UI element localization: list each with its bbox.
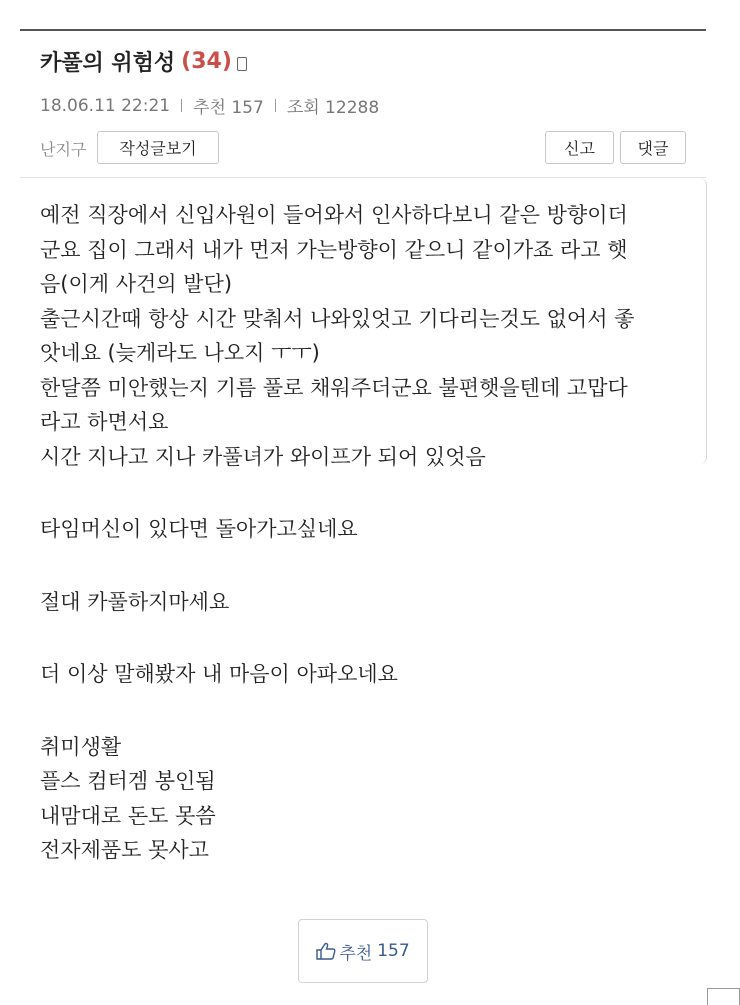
post-title-row xyxy=(40,46,247,77)
post-meta xyxy=(40,93,379,118)
body-line: 플스 컴터겜 봉인됨 xyxy=(40,769,216,793)
like-button[interactable] xyxy=(298,919,428,983)
meta-separator xyxy=(181,99,182,112)
body-line: 더 이상 말해봤자 내 마음이 아파오네요 xyxy=(40,662,398,686)
body-line: 절대 카풀하지마세요 xyxy=(40,589,230,614)
like-label: 추천 xyxy=(339,943,373,964)
corner-element xyxy=(707,988,740,1005)
post-title: 카풀의 위험성 xyxy=(40,51,176,76)
author-name[interactable]: 난지구 xyxy=(40,140,87,159)
header-divider xyxy=(20,177,706,178)
content-scroll-edge xyxy=(700,178,707,464)
report-button[interactable]: 신고 xyxy=(545,131,614,164)
meta-separator xyxy=(275,99,276,112)
body-line: 군요 집이 그래서 내가 먼저 가는방향이 같으니 같이가죠 라고 햇 xyxy=(40,237,628,262)
body-line: 앗네요 (늦게라도 나오지 ㅜㅜ) xyxy=(40,341,320,365)
thumbs-up-icon xyxy=(316,942,336,960)
body-line: 내맘대로 돈도 못씀 xyxy=(40,803,216,828)
view-posts-button[interactable]: 작성글보기 xyxy=(97,131,219,164)
body-line: 취미생활 xyxy=(40,734,122,759)
body-line: 예전 직장에서 신입사원이 들어와서 인사하다보니 같은 방향이더 xyxy=(40,203,628,227)
top-rule xyxy=(20,29,706,31)
post-body xyxy=(40,198,700,868)
body-line: 타임머신이 있다면 돌아가고싶네요 xyxy=(40,517,358,541)
body-line: 시간 지나고 지나 카풀녀가 와이프가 되어 있엇음 xyxy=(40,444,486,469)
body-line: 음(이게 사건의 발단) xyxy=(40,272,233,296)
body-line: 출근시간때 항상 시간 맞춰서 나와있엇고 기다리는것도 없어서 좋 xyxy=(40,306,635,331)
post-date: 18.06.11 22:21 xyxy=(40,95,171,116)
body-line: 전자제품도 못사고 xyxy=(40,838,209,862)
mobile-icon xyxy=(237,57,247,71)
recommend-count: 추천 157 xyxy=(193,98,264,118)
comment-count[interactable]: (34) xyxy=(181,49,232,74)
like-count: 157 xyxy=(377,941,410,961)
body-line: 라고 하면서요 xyxy=(40,410,169,434)
view-count: 조회 12288 xyxy=(286,98,380,118)
body-line: 한달쯤 미안했는지 기름 풀로 채워주더군요 불편햇을텐데 고맙다 xyxy=(40,375,628,400)
comment-button[interactable]: 댓글 xyxy=(620,131,686,164)
